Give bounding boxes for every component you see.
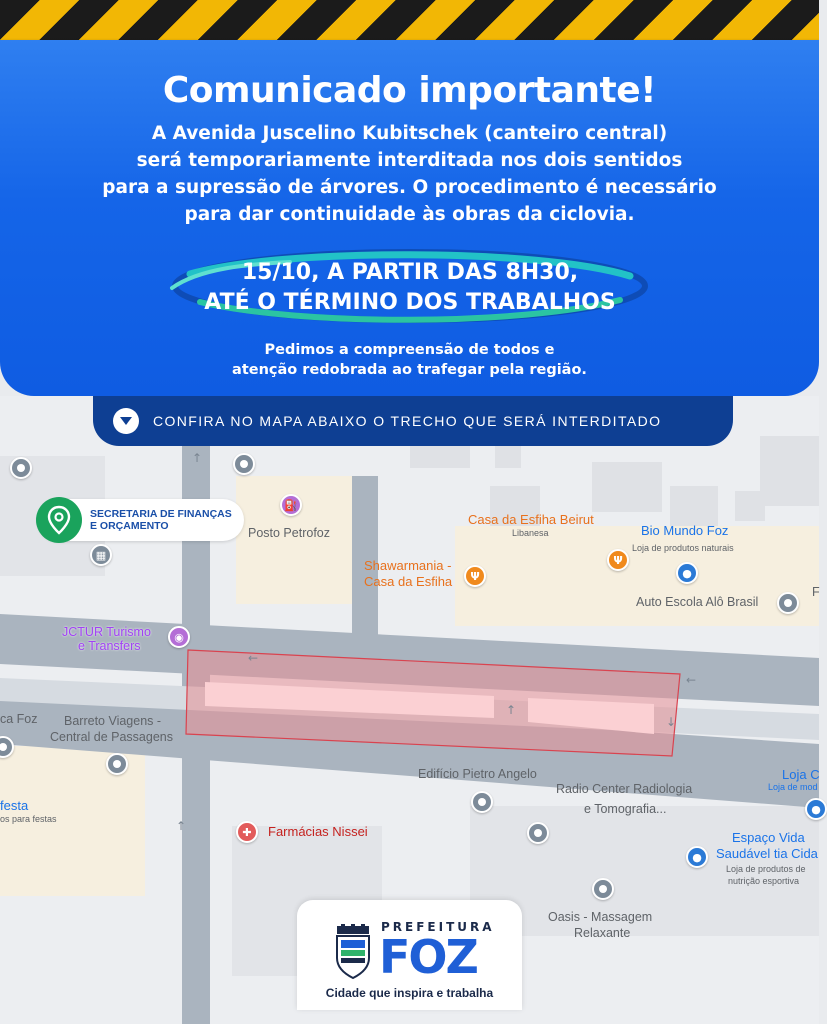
- svg-text:↑: ↑: [192, 451, 203, 465]
- shopping-icon[interactable]: ●: [676, 562, 698, 584]
- place-label[interactable]: e Transfers: [78, 639, 141, 653]
- gas-station-icon[interactable]: ⛽: [280, 494, 302, 516]
- place-label[interactable]: Farmácias Nissei: [268, 824, 368, 839]
- shopping-icon[interactable]: ●: [686, 846, 708, 868]
- place-label[interactable]: Casa da Esfiha Beirut: [468, 512, 594, 527]
- date-line: ATÉ O TÉRMINO DOS TRABALHOS: [204, 290, 616, 315]
- place-sublabel: Libanesa: [512, 528, 549, 538]
- prefeitura-logo: [297, 900, 522, 1010]
- place-label[interactable]: Saudável tia Cida: [716, 846, 818, 861]
- body-line: A Avenida Juscelino Kubitschek (canteiro central): [151, 123, 668, 144]
- secretaria-badge[interactable]: [38, 499, 244, 541]
- svg-text:↓: ↓: [666, 715, 677, 729]
- restaurant-icon[interactable]: Ψ: [464, 565, 486, 587]
- place-label[interactable]: JCTUR Turismo: [62, 625, 151, 639]
- map-banner: [93, 396, 733, 446]
- pharmacy-icon[interactable]: ✚: [236, 821, 258, 843]
- banner-text: CONFIRA NO MAPA ABAIXO O TRECHO QUE SERÁ INTERDITADO: [153, 413, 662, 429]
- map-pin-icon[interactable]: [233, 453, 255, 475]
- place-label[interactable]: F: [812, 585, 820, 599]
- place-sublabel: nutrição esportiva: [728, 876, 800, 886]
- note-line: Pedimos a compreensão de todos e: [264, 342, 555, 358]
- place-sublabel: Loja de produtos naturais: [632, 543, 734, 553]
- place-label[interactable]: Shawarmania -: [364, 558, 452, 573]
- svg-text:←: ←: [686, 673, 697, 687]
- restaurant-icon[interactable]: Ψ: [607, 549, 629, 571]
- announcement-title: Comunicado importante!: [162, 70, 657, 111]
- place-label[interactable]: Central de Passagens: [50, 730, 173, 744]
- foz-wordmark: FOZ: [379, 930, 477, 984]
- place-label[interactable]: festa: [0, 798, 29, 813]
- svg-text:↑: ↑: [506, 703, 517, 717]
- map-pin-icon[interactable]: [10, 457, 32, 479]
- map-pin-icon[interactable]: [592, 878, 614, 900]
- secretaria-label: SECRETARIA DE FINANÇAS: [90, 508, 232, 520]
- place-label[interactable]: Barreto Viagens -: [64, 714, 162, 728]
- body-line: para a supressão de árvores. O procedimento é necessário: [102, 177, 717, 198]
- place-label[interactable]: Oasis - Massagem: [548, 910, 653, 924]
- prefeitura-text: PREFEITURA: [381, 920, 495, 934]
- svg-text:←: ←: [248, 651, 259, 665]
- slogan-text: Cidade que inspira e trabalha: [325, 986, 494, 1000]
- place-label[interactable]: ca Foz: [0, 712, 38, 726]
- map-pin-icon[interactable]: [471, 791, 493, 813]
- place-label[interactable]: e Tomografia...: [584, 802, 667, 816]
- body-line: será temporariamente interditada nos dois sentidos: [136, 150, 683, 171]
- camera-icon[interactable]: ◉: [168, 626, 190, 648]
- city-crest-icon: [333, 924, 373, 980]
- chevron-down-icon: [113, 408, 139, 434]
- date-line: 15/10, A PARTIR DAS 8H30,: [241, 260, 579, 285]
- place-label[interactable]: Loja C: [782, 767, 820, 782]
- location-pin-icon: [36, 497, 82, 543]
- map-pin-icon[interactable]: [527, 822, 549, 844]
- place-sublabel: Loja de mod: [768, 782, 818, 792]
- place-label[interactable]: Edifício Pietro Angelo: [418, 767, 537, 781]
- shopping-icon[interactable]: ●: [805, 798, 827, 820]
- announcement-panel: [0, 40, 819, 396]
- place-label[interactable]: Radio Center Radiologia: [556, 782, 693, 796]
- bank-icon[interactable]: ▦: [90, 544, 112, 566]
- place-sublabel: os para festas: [0, 814, 57, 824]
- place-sublabel: Loja de produtos de: [726, 864, 806, 874]
- place-label[interactable]: Bio Mundo Foz: [641, 523, 729, 538]
- note-line: atenção redobrada ao trafegar pela região.: [232, 362, 587, 378]
- place-label[interactable]: Posto Petrofoz: [248, 526, 330, 540]
- place-label[interactable]: Casa da Esfiha: [364, 574, 453, 589]
- secretaria-label: E ORÇAMENTO: [90, 520, 169, 532]
- place-label[interactable]: Espaço Vida: [732, 830, 805, 845]
- place-label[interactable]: Relaxante: [574, 926, 631, 940]
- map-pin-icon[interactable]: [106, 753, 128, 775]
- body-line: para dar continuidade às obras da ciclovia.: [184, 204, 635, 225]
- map-pin-icon[interactable]: [777, 592, 799, 614]
- announcement-body: [60, 120, 759, 228]
- place-label[interactable]: Auto Escola Alô Brasil: [636, 595, 759, 609]
- date-highlight: [160, 244, 660, 324]
- svg-text:↑: ↑: [176, 819, 187, 833]
- announcement-note: [0, 340, 819, 380]
